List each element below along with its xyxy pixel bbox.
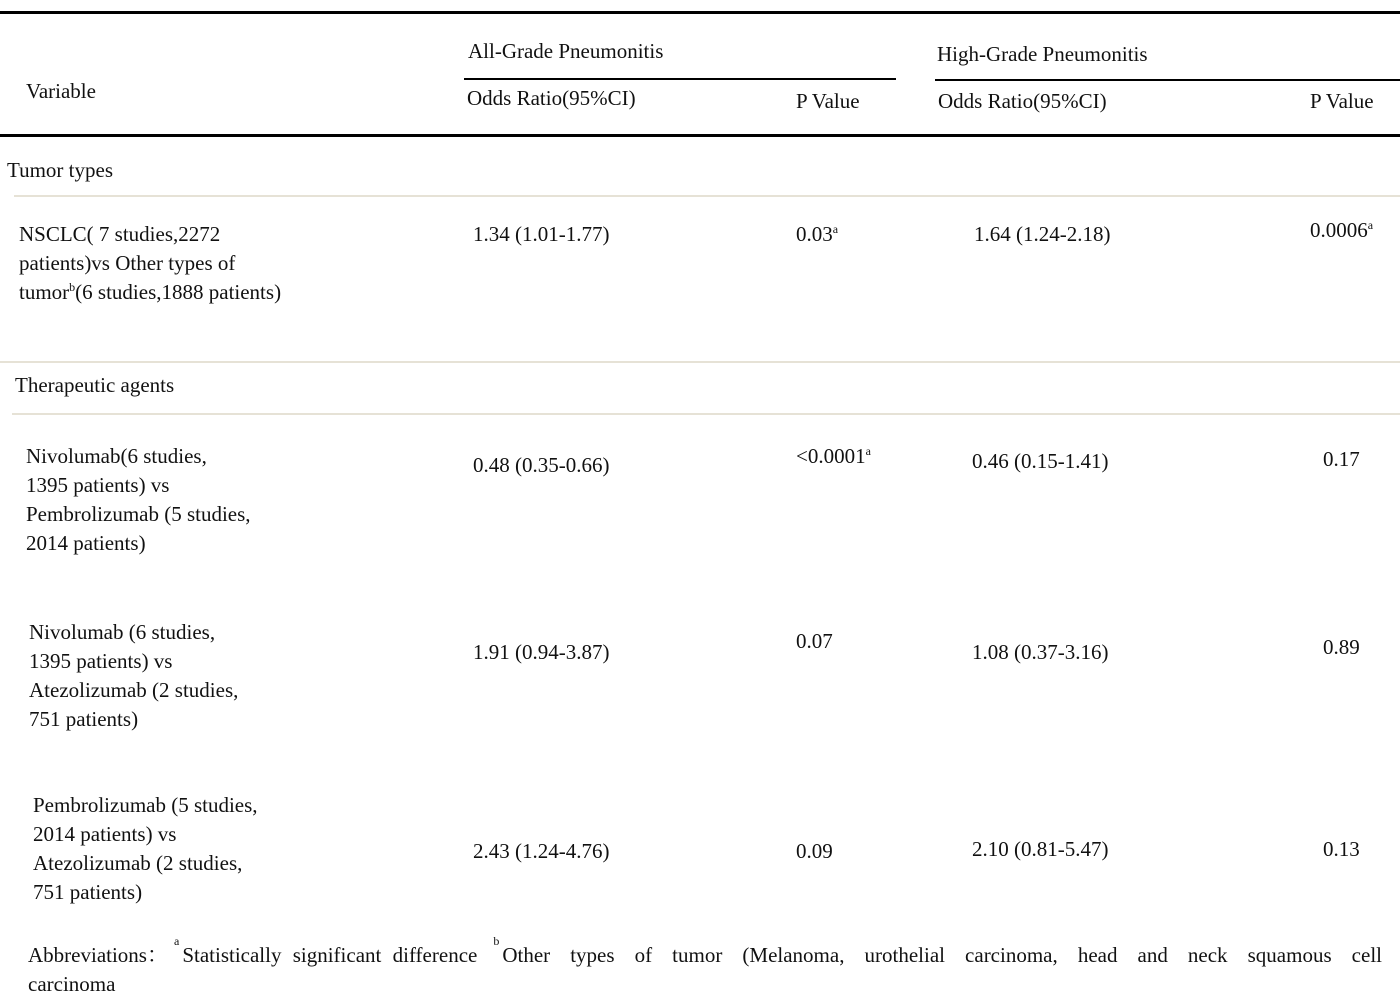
header-bottom-rule	[0, 134, 1400, 137]
header-p-value-all: P Value	[796, 89, 860, 113]
variable-line: Pembrolizumab (5 studies,	[26, 502, 251, 526]
footnote-b-text: Other types of tumor (Melanoma, urothelial carcinoma, head and neck squamous cell	[502, 943, 1382, 967]
variable-text: tumor	[19, 280, 70, 304]
tumor-types-divider	[14, 195, 1400, 197]
variable-line: 2014 patients) vs	[33, 822, 177, 846]
footnote-mark: a	[832, 222, 839, 236]
p-value: <0.0001	[796, 444, 866, 468]
header-odds-ratio-all: Odds Ratio(95%CI)	[467, 86, 636, 110]
p-value: 0.03	[796, 222, 833, 246]
section-therapeutic-agents: Therapeutic agents	[15, 373, 175, 397]
footnote-mark: a	[173, 934, 180, 948]
footnote-mark: a	[865, 444, 871, 458]
footnote-a-text: Statistically significant difference	[182, 943, 478, 967]
variable-line: Atezolizumab (2 studies,	[33, 851, 243, 875]
p-all-pembro-atezo: 0.09	[796, 839, 833, 863]
table-row-pembro-atezo-variable	[33, 791, 258, 907]
p-high-nivo-atezo: 0.89	[1323, 635, 1360, 659]
p-all-nivo-atezo: 0.07	[796, 629, 833, 653]
p-all-nsclc	[796, 220, 838, 249]
or-all-nsclc: 1.34 (1.01-1.77)	[473, 222, 610, 246]
p-high-nsclc	[1310, 216, 1373, 245]
therapeutic-agents-divider	[12, 413, 1400, 415]
footnote-mark: b	[493, 934, 500, 948]
variable-line: 2014 patients)	[26, 531, 146, 555]
header-odds-ratio-high: Odds Ratio(95%CI)	[938, 89, 1107, 113]
header-high-grade: High-Grade Pneumonitis	[937, 42, 1148, 66]
p-value: 0.0006	[1310, 218, 1368, 242]
variable-line: 751 patients)	[29, 707, 139, 731]
footnote-line-1	[28, 934, 1382, 970]
footnote-mark: b	[69, 280, 76, 294]
variable-line: Atezolizumab (2 studies,	[29, 678, 239, 702]
header-p-value-high: P Value	[1310, 89, 1374, 113]
variable-line: Nivolumab (6 studies,	[29, 620, 216, 644]
variable-line	[19, 278, 281, 307]
variable-line: 1395 patients) vs	[26, 473, 170, 497]
or-all-nivo-pembro: 0.48 (0.35-0.66)	[473, 453, 610, 477]
variable-line: Pembrolizumab (5 studies,	[33, 793, 258, 817]
table-row-nivo-atezo-variable	[29, 618, 238, 734]
variable-line: 751 patients)	[33, 880, 143, 904]
p-high-pembro-atezo: 0.13	[1323, 837, 1360, 861]
p-all-nivo-pembro	[796, 442, 871, 471]
footnote-prefix: Abbreviations：	[28, 943, 168, 967]
variable-line: Nivolumab(6 studies,	[26, 444, 207, 468]
or-all-pembro-atezo: 2.43 (1.24-4.76)	[473, 839, 610, 863]
high-grade-underline	[935, 79, 1400, 81]
header-variable: Variable	[26, 79, 96, 103]
variable-line: patients)vs Other types of	[19, 251, 236, 275]
section-divider	[0, 361, 1400, 363]
variable-line: NSCLC( 7 studies,2272	[19, 222, 221, 246]
all-grade-underline	[464, 78, 896, 80]
or-all-nivo-atezo: 1.91 (0.94-3.87)	[473, 640, 610, 664]
top-rule	[0, 11, 1400, 14]
footnote-mark: a	[1367, 218, 1374, 232]
footnote-line-2: carcinoma	[28, 972, 116, 996]
or-high-nsclc: 1.64 (1.24-2.18)	[974, 222, 1111, 246]
variable-line: 1395 patients) vs	[29, 649, 173, 673]
table-row-nsclc-variable	[19, 220, 281, 307]
or-high-nivo-pembro: 0.46 (0.15-1.41)	[972, 449, 1109, 473]
table-row-nivo-pembro-variable	[26, 442, 251, 558]
variable-text: (6 studies,1888 patients)	[75, 280, 282, 304]
header-all-grade: All-Grade Pneumonitis	[468, 39, 664, 63]
section-tumor-types: Tumor types	[7, 158, 113, 182]
or-high-nivo-atezo: 1.08 (0.37-3.16)	[972, 640, 1109, 664]
or-high-pembro-atezo: 2.10 (0.81-5.47)	[972, 837, 1109, 861]
p-high-nivo-pembro: 0.17	[1323, 447, 1360, 471]
